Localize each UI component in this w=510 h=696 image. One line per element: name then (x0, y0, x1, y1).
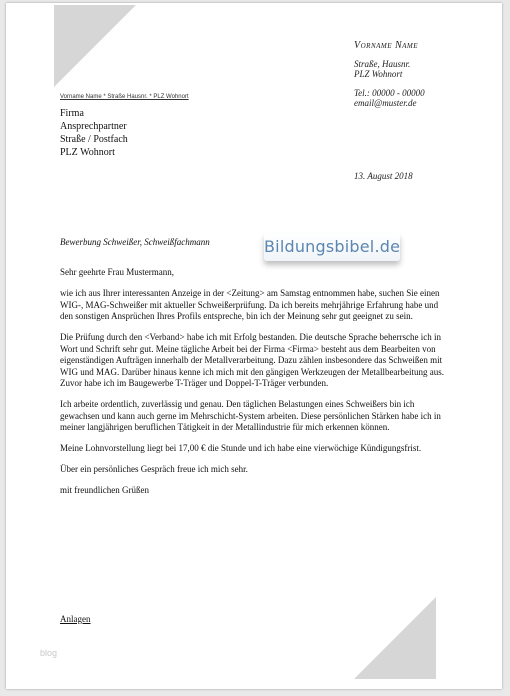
recipient-city: PLZ Wohnort (60, 147, 115, 158)
recipient-block (60, 107, 128, 159)
recipient-company: Firma (60, 108, 84, 119)
letter-date: 13. August 2018 (354, 171, 413, 181)
attachments-label: Anlagen (60, 614, 91, 624)
sender-email: email@muster.de (354, 98, 417, 108)
paragraph-1: wie ich aus Ihrer interessanten Anzeige in der <Zeitung> am Samstag entnommen habe, suchen Sie einen WIG-, MAG-Schweißer mit aktueller Schweißerprüfung. Da ich bereits mehrjährige Erfahrung habe und den sonstigen Ansprüchen Ihres Profils entspreche, bin ich der Meinung sehr gut geeignet zu sein. (60, 288, 440, 321)
paragraph-4: Meine Lohnvorstellung liegt bei 17,00 € die Stunde und ich habe eine vierwöchige Kündigungsfrist. (60, 443, 422, 453)
recipient-contact: Ansprechpartner (60, 121, 127, 132)
recipient-street: Straße / Postfach (60, 134, 128, 145)
sender-city: PLZ Wohnort (354, 69, 403, 79)
decorative-triangle-top-left (54, 5, 136, 87)
sender-block (354, 41, 425, 108)
return-address-line: Vorname Name * Straße Hausnr. * PLZ Wohnort (60, 94, 189, 100)
sender-street: Straße, Hausnr. (354, 59, 411, 69)
paragraph-2: Die Prüfung durch den <Verband> habe ich mit Erfolg bestanden. Die deutsche Sprache beherrsche ich in Wort und Schrift sehr gut. Meine tägliche Arbeit bei der Firma <Firma> besteht aus dem Bearbeiten von eigenständigen Aufträgen innerhalb der Metallverarbeitung. Dazu zählen insbesondere das Schweißen mit WIG und MAG. Darüber hinaus kenne ich mich mit den gängigen Werkzeugen der Metallbearbeitung aus. Zuvor habe ich im Baugewerbe T-Träger und Doppel-T-Träger verbunden. (60, 332, 444, 388)
letter-page (6, 3, 502, 689)
site-mark: blog (40, 648, 58, 658)
watermark-logo: Bildungsbibel.de (264, 233, 400, 261)
closing: mit freundlichen Grüßen (60, 485, 149, 495)
paragraph-5: Über ein persönliches Gespräch freue ich mich sehr. (60, 464, 248, 474)
sender-phone: Tel.: 00000 - 00000 (354, 88, 425, 98)
paragraph-3: Ich arbeite ordentlich, zuverlässig und genau. Den täglichen Belastungen eines Schweißers bin ich gewachsen und kann auch gerne im Mehrschicht-System arbeiten. Diese persönlichen Stärken habe ich in meiner langjährigen beruflichen Tätigkeit in der Metallindustrie für mich erkennen können. (60, 399, 441, 432)
sender-name: Vorname Name (354, 40, 419, 51)
letter-body (60, 267, 452, 506)
decorative-triangle-bottom-right (354, 597, 436, 679)
salutation: Sehr geehrte Frau Mustermann, (60, 267, 174, 277)
letter-subject: Bewerbung Schweißer, Schweißfachmann (60, 237, 210, 247)
